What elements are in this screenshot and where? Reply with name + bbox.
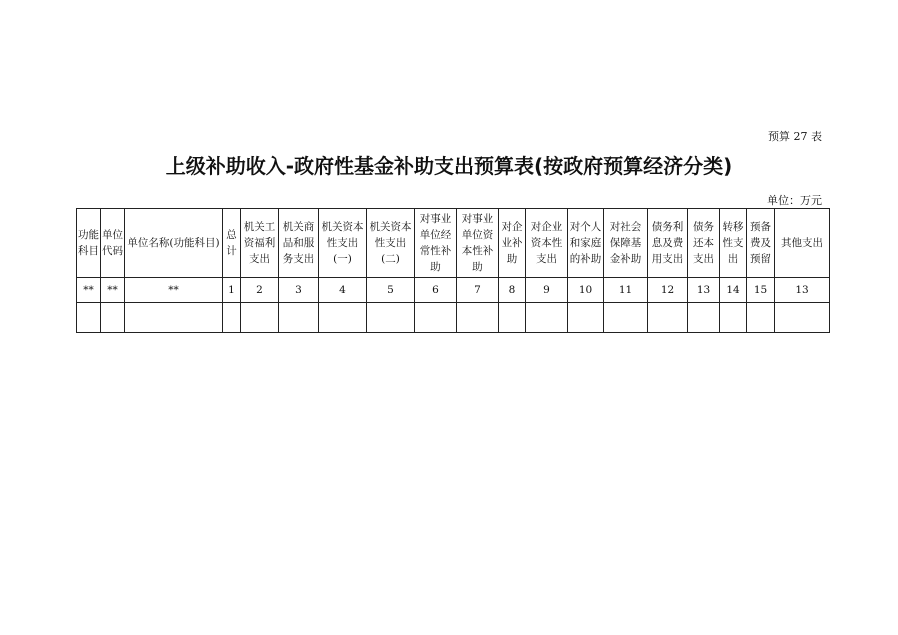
header-row — [77, 209, 830, 278]
unit-label: 单位：万元 — [767, 194, 822, 207]
table-number: 预算 27 表 — [768, 130, 822, 143]
index-cell: 11 — [604, 278, 648, 303]
index-cell: 13 — [775, 278, 830, 303]
index-cell: 15 — [747, 278, 775, 303]
data-cell — [526, 303, 568, 333]
index-cell: 14 — [720, 278, 747, 303]
header-cell-other: 其他支出 — [775, 209, 830, 278]
data-row — [77, 303, 830, 333]
header-cell-reserve: 预备费及预留 — [747, 209, 775, 278]
header-cell-total: 总计 — [223, 209, 241, 278]
data-cell — [688, 303, 720, 333]
index-cell: 4 — [319, 278, 367, 303]
data-cell — [775, 303, 830, 333]
data-cell — [648, 303, 688, 333]
header-cell-debt-interest: 债务利息及费用支出 — [648, 209, 688, 278]
header-cell-institution-capital: 对事业单位资本性补助 — [457, 209, 499, 278]
header-cell-transfer: 转移性支出 — [720, 209, 747, 278]
index-cell: 2 — [241, 278, 279, 303]
index-row — [77, 278, 830, 303]
data-cell — [499, 303, 526, 333]
data-cell — [604, 303, 648, 333]
data-cell — [319, 303, 367, 333]
data-cell — [241, 303, 279, 333]
header-cell-goods-services: 机关商品和服务支出 — [279, 209, 319, 278]
header-cell-unit-name: 单位名称(功能科目) — [125, 209, 223, 278]
data-cell — [568, 303, 604, 333]
header-cell-capital-2: 机关资本性支出(二) — [367, 209, 415, 278]
header-cell-social-security: 对社会保障基金补助 — [604, 209, 648, 278]
index-cell: ** — [125, 278, 223, 303]
index-cell: 3 — [279, 278, 319, 303]
data-cell — [747, 303, 775, 333]
index-cell: ** — [77, 278, 101, 303]
header-cell-unit-code: 单位代码 — [101, 209, 125, 278]
data-cell — [457, 303, 499, 333]
index-cell: 9 — [526, 278, 568, 303]
index-cell: 13 — [688, 278, 720, 303]
data-cell — [223, 303, 241, 333]
header-cell-institution-regular: 对事业单位经常性补助 — [415, 209, 457, 278]
header-cell-wages: 机关工资福利支出 — [241, 209, 279, 278]
header-cell-household-subsidy: 对个人和家庭的补助 — [568, 209, 604, 278]
header-cell-capital-1: 机关资本性支出(一) — [319, 209, 367, 278]
index-cell: 12 — [648, 278, 688, 303]
data-cell — [720, 303, 747, 333]
index-cell: 7 — [457, 278, 499, 303]
data-cell — [415, 303, 457, 333]
page-title: 上级补助收入-政府性基金补助支出预算表(按政府预算经济分类) — [165, 154, 733, 178]
index-cell: ** — [101, 278, 125, 303]
index-cell: 6 — [415, 278, 457, 303]
header-cell-enterprise-subsidy: 对企业补助 — [499, 209, 526, 278]
index-cell: 10 — [568, 278, 604, 303]
header-cell-debt-principal: 债务还本支出 — [688, 209, 720, 278]
data-cell — [125, 303, 223, 333]
index-cell: 1 — [223, 278, 241, 303]
index-cell: 8 — [499, 278, 526, 303]
data-cell — [367, 303, 415, 333]
budget-table — [76, 208, 830, 333]
header-cell-func-subject: 功能科目 — [77, 209, 101, 278]
header-cell-enterprise-capital: 对企业资本性支出 — [526, 209, 568, 278]
data-cell — [279, 303, 319, 333]
data-cell — [77, 303, 101, 333]
index-cell: 5 — [367, 278, 415, 303]
data-cell — [101, 303, 125, 333]
